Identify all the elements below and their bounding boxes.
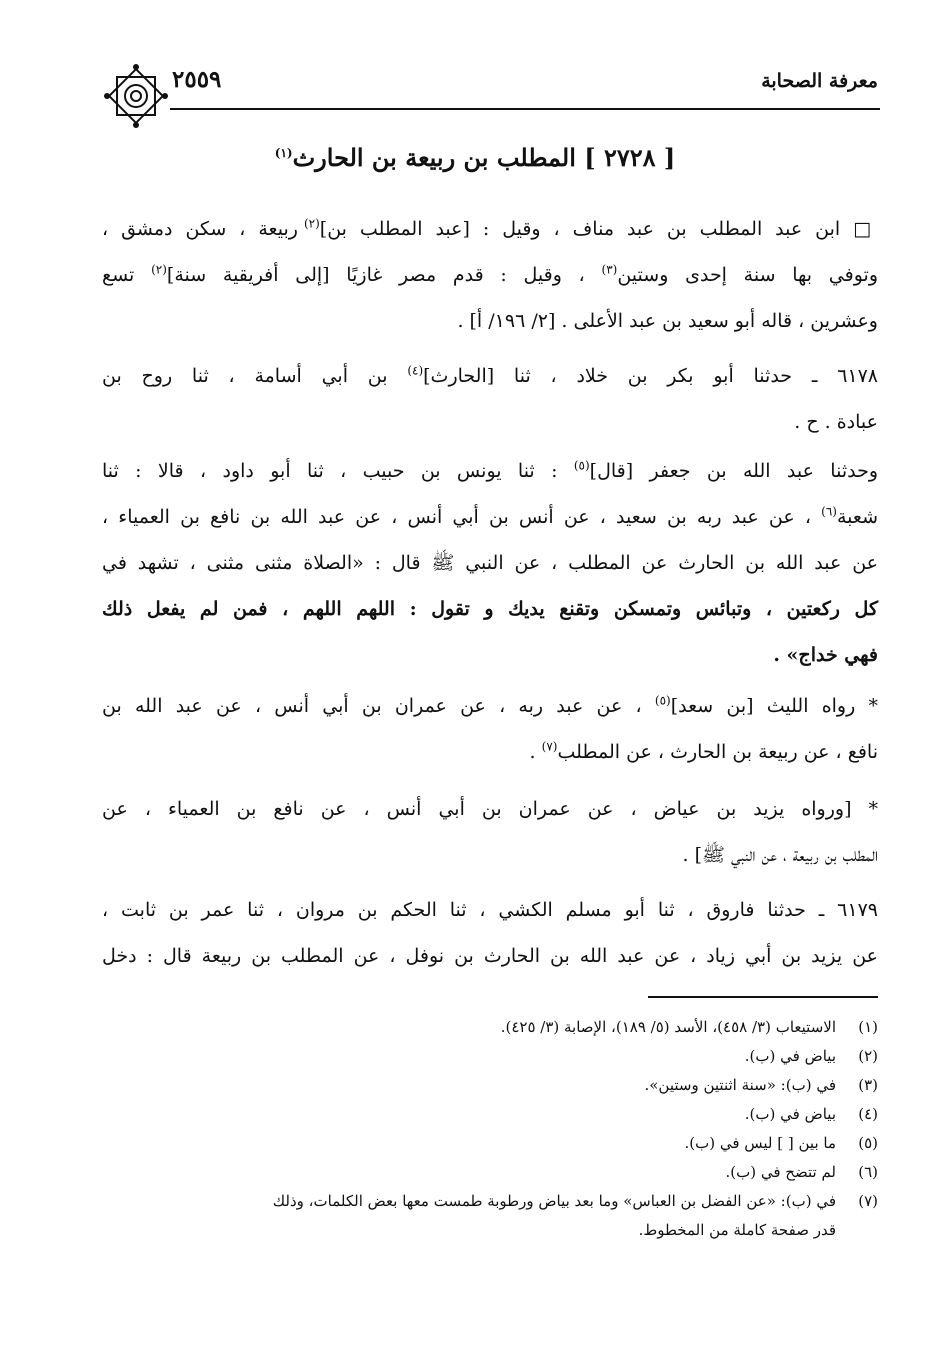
paragraph-yazid <box>102 786 878 878</box>
paragraph-hadith-6179 <box>102 887 878 979</box>
paragraph-chain <box>102 448 878 678</box>
footnote-ref: (٥) <box>654 693 671 708</box>
footnote: (٥)ما بين [ ] ليس في (ب). <box>684 1134 878 1152</box>
footnote-ref: (٦) <box>821 504 837 519</box>
text-line: فهي خداج» . <box>773 644 878 666</box>
header-rule <box>170 108 880 110</box>
ornament-icon <box>103 63 169 129</box>
text-line: ٦١٧٨ ـ حدثنا أبو بكر بن خلاد ، ثنا [الحارث]$^{(٤)}$ بن أبي أسامة ، ثنا روح بن <box>102 363 879 387</box>
text-line: وتوفي بها سنة إحدى وستين$^{(٣)}$ ، وقيل : قدم مصر غازيًا [إلى أفريقية سنة]$^{(٢)}$ تسع <box>102 262 879 286</box>
text-line: كل ركعتين ، وتبائس وتمسكن وتقنع يديك و تقول : اللهم اللهم ، فمن لم يفعل ذلك <box>102 598 878 620</box>
text-line: وحدثنا عبد الله بن جعفر [قال]$^{(٥)}$ : ثنا يونس بن حبيب ، ثنا أبو داود ، قالا : ثنا <box>102 458 879 482</box>
footnote-ref: (٢) <box>303 216 320 231</box>
text-line: عبادة . ح . <box>794 411 878 433</box>
text-line: وعشرين ، قاله أبو سعيد بن عبد الأعلى . [٢/ ١٩٦/ أ] . <box>457 310 878 332</box>
footnote-ref: (٤) <box>407 363 424 378</box>
paragraph-layth <box>102 683 878 775</box>
footnote-ref: (٧) <box>541 739 558 754</box>
text-line: شعبة$^{(٦)}$ ، عن عبد ربه بن سعيد ، عن أنس بن أبي أنس ، عن عبد الله بن نافع بن العمياء ، <box>102 504 878 528</box>
page-number: ٢٥٥٩ <box>172 66 222 93</box>
footnote-ref: (١) <box>274 146 293 160</box>
footnote: (٣)في (ب): «سنة اثنتين وستين». <box>644 1076 878 1094</box>
footnote: (٧)في (ب): «عن الفضل بن العباس» وما بعد بياض ورطوبة طمست معها بعض الكلمات، وذلك <box>272 1192 878 1210</box>
entry-heading-text: [ ٢٧٢٨ ] المطلب بن ربيعة بن الحارث <box>292 143 676 172</box>
book-title: معرفة الصحابة <box>761 70 878 92</box>
entry-heading <box>70 143 880 172</box>
footnote-ref: (٣) <box>601 262 618 277</box>
footnotes <box>110 1013 878 1245</box>
text-line: * [ورواه يزيد بن عياض ، عن عمران بن أبي أنس ، عن نافع بن العمياء ، عن <box>102 798 878 820</box>
footnote: (٦)لم تتضح في (ب). <box>725 1163 878 1181</box>
footnote-continuation: قدر صفحة كاملة من المخطوط. <box>638 1221 836 1239</box>
paragraph-hadith-6178 <box>102 353 878 445</box>
footnote: (٤)بياض في (ب). <box>744 1105 878 1123</box>
text-line: □ ابن عبد المطلب بن عبد مناف ، وقيل : [عبد المطلب بن]$^{(٢)}$ ربيعة ، سكن دمشق ، <box>102 216 878 240</box>
footnote-ref: (٢) <box>151 262 167 277</box>
footnote: (١)الاستيعاب (٣/ ٤٥٨)، الأسد (٥/ ١٨٩)، الإصابة (٣/ ٤٢٥). <box>500 1018 878 1036</box>
text-line: عن عبد الله بن الحارث عن المطلب ، عن النبي ﷺ قال : «الصلاة مثنى مثنى ، تشهد في <box>102 552 878 574</box>
text-line: ٦١٧٩ ـ حدثنا فاروق ، ثنا أبو مسلم الكشي ، ثنا الحكم بن مروان ، ثنا عمر بن ثابت ، <box>102 899 878 921</box>
footnote: (٢)بياض في (ب). <box>744 1047 878 1065</box>
footnote-ref: (٥) <box>573 458 590 473</box>
text-line: المطلب بن ربيعة ، عن النبي ﷺ] . <box>682 844 878 866</box>
text-line: عن يزيد بن أبي زياد ، عن عبد الله بن الحارث بن نوفل ، عن المطلب بن ربيعة قال : دخل <box>102 945 879 967</box>
text-line: * رواه الليث [بن سعد]$^{(٥)}$ ، عن عبد ربه ، عن عمران بن أبي أنس ، عن عبد الله بن <box>102 693 878 717</box>
paragraph-biography <box>102 206 878 344</box>
footnote-rule <box>648 996 878 998</box>
text-line: نافع ، عن ربيعة بن الحارث ، عن المطلب$^{(٧)}$ . <box>529 739 878 763</box>
